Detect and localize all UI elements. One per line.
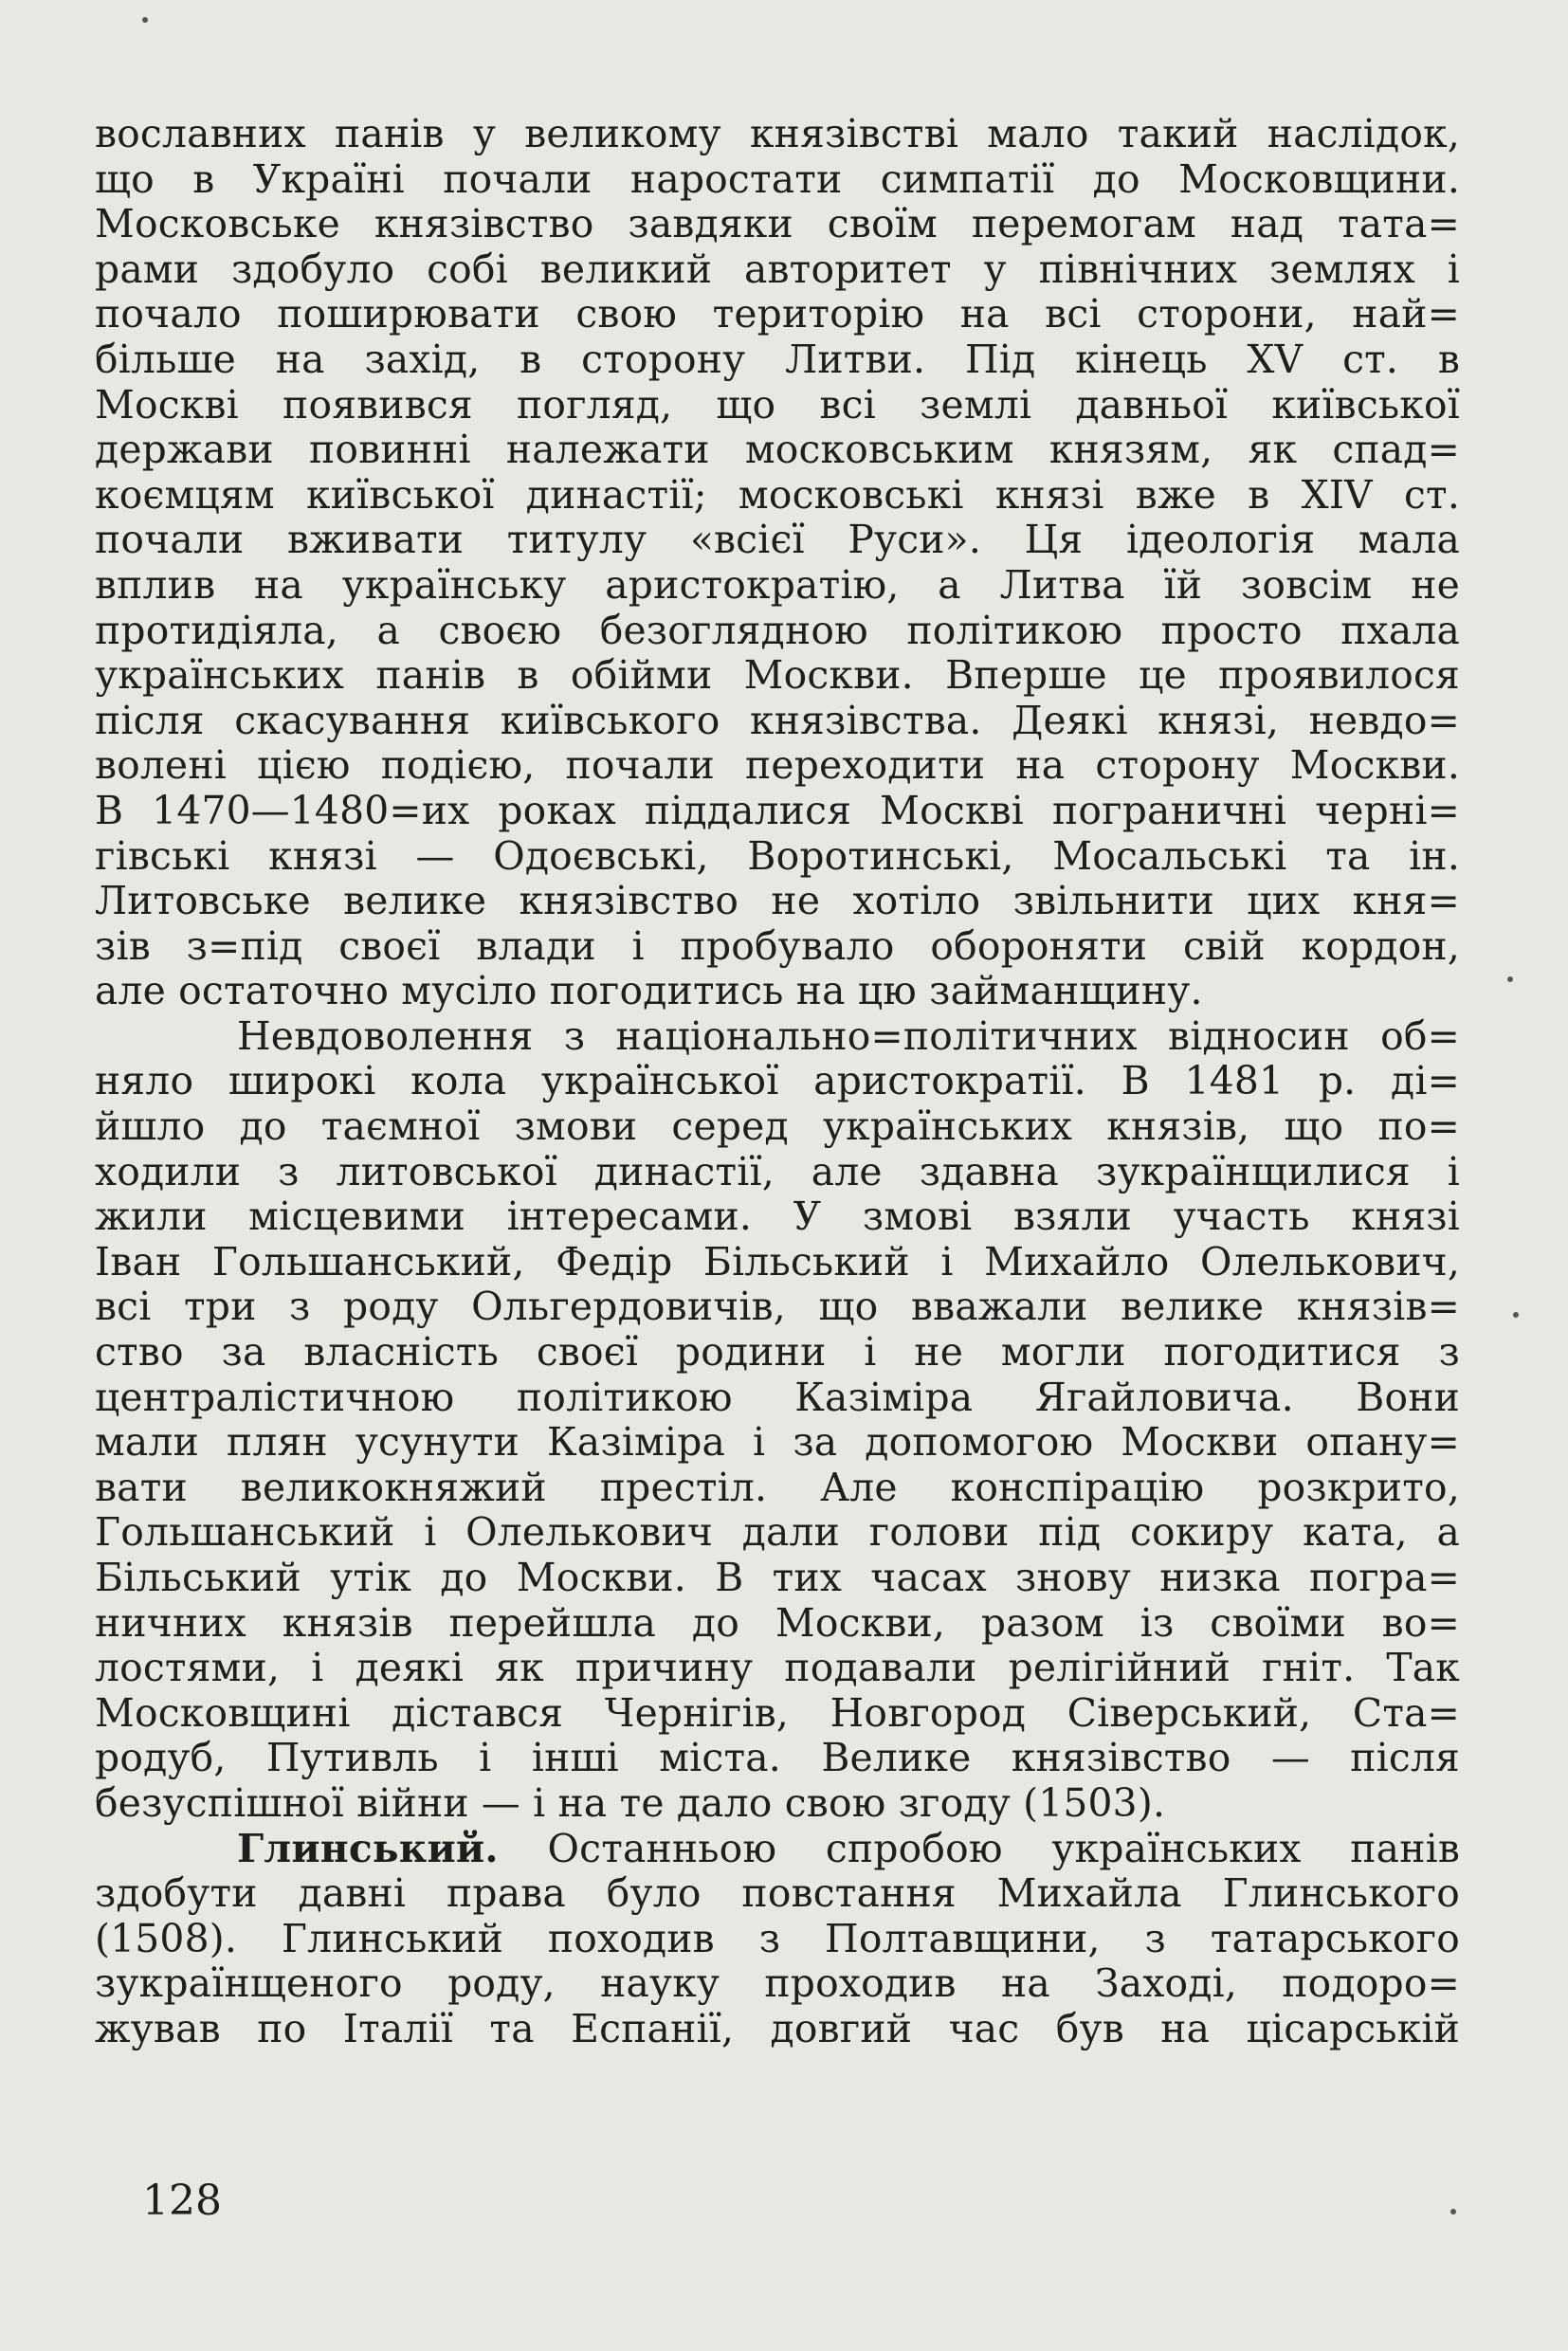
line-text: здобути давні права було повстання Михайла Глинського bbox=[95, 1870, 1460, 1917]
line-text: Московське князівство завдяки своїм перемогам над тата= bbox=[95, 201, 1460, 247]
line-text: більше на захід, в сторону Литви. Під кінець XV ст. в bbox=[95, 336, 1460, 382]
text-line bbox=[95, 1736, 1460, 1781]
line-text: коємцям київської династії; московські князі вже в XIV ст. bbox=[95, 471, 1460, 518]
text-line bbox=[95, 1104, 1460, 1150]
text-line bbox=[95, 609, 1460, 654]
text-line bbox=[95, 202, 1460, 247]
page-body-text bbox=[95, 112, 1460, 2052]
text-line bbox=[95, 1420, 1460, 1466]
line-text: лостями, і деякі як причину подавали релігійний гніт. Так bbox=[95, 1645, 1460, 1691]
line-text: няло широкі кола української аристократії. В 1481 р. ді= bbox=[95, 1058, 1460, 1104]
paragraph bbox=[95, 1014, 1460, 1827]
line-text: В 1470—1480=их роках піддалися Москві пограничні черні= bbox=[95, 787, 1460, 833]
text-line bbox=[95, 563, 1460, 609]
section-heading: Глинський. bbox=[237, 1825, 499, 1871]
line-text: ничних князів перейшла до Москви, разом із своїми во= bbox=[95, 1599, 1460, 1646]
text-line bbox=[95, 1691, 1460, 1737]
line-text: рами здобуло собі великий авторитет у північних землях і bbox=[95, 246, 1460, 292]
line-text: зів з=під своєї влади і пробувало обороняти свій кордон, bbox=[95, 922, 1460, 969]
text-line bbox=[95, 1781, 1460, 1827]
text-line bbox=[95, 699, 1460, 744]
text-line bbox=[95, 1194, 1460, 1240]
text-line bbox=[95, 1510, 1460, 1556]
line-text: жили місцевими інтересами. У змові взяли участь князі bbox=[95, 1194, 1460, 1240]
line-text: держави повинні належати московським князям, як спад= bbox=[95, 427, 1460, 473]
text-line bbox=[95, 653, 1460, 699]
line-text: Гольшанський і Олелькович дали голови під сокиру ката, а bbox=[95, 1509, 1460, 1556]
line-text: зукраїнщеного роду, науку проходив на Заході, подоро= bbox=[95, 1960, 1460, 2007]
line-text: ходили з литовської династії, але здавна зукраїнщилися і bbox=[95, 1148, 1460, 1194]
line-text: Іван Гольшанський, Федір Більський і Михайло Олелькович, bbox=[95, 1238, 1460, 1285]
text-line bbox=[95, 1827, 1460, 1872]
text-line bbox=[95, 2007, 1460, 2052]
text-line bbox=[95, 1961, 1460, 2007]
text-line bbox=[95, 473, 1460, 519]
text-line bbox=[95, 1240, 1460, 1285]
line-text: Більський утік до Москви. В тих часах знову низка погра= bbox=[95, 1555, 1460, 1600]
line-text: Московщині дістався Чернігів, Новгород Сіверський, Ста= bbox=[95, 1689, 1460, 1736]
line-text: жував по Італії та Еспанії, довгий час був на цісарській bbox=[95, 2005, 1460, 2051]
line-text: (1508). Глинський походив з Полтавщини, з татарського bbox=[95, 1915, 1460, 1961]
line-text: почали вживати титулу «всієї Руси». Ця ідеологія мала bbox=[95, 517, 1460, 563]
text-line bbox=[95, 743, 1460, 789]
text-line bbox=[95, 1646, 1460, 1691]
text-line bbox=[95, 969, 1460, 1014]
line-text: вати великокняжий престіл. Але конспірацію розкрито, bbox=[95, 1464, 1460, 1510]
text-line bbox=[95, 1601, 1460, 1647]
text-line bbox=[95, 383, 1460, 428]
line-text: вославних панів у великому князівстві мало такий наслідок, bbox=[95, 111, 1460, 156]
line-text: Литовське велике князівство не хотіло звільнити цих кня= bbox=[95, 878, 1460, 924]
text-line bbox=[95, 1556, 1460, 1601]
line-text: гівські князі — Одоєвські, Воротинські, Мосальські та ін. bbox=[95, 832, 1460, 879]
text-line bbox=[95, 834, 1460, 880]
text-line bbox=[95, 247, 1460, 293]
paper-speck bbox=[1507, 976, 1513, 982]
paragraph bbox=[95, 112, 1460, 1014]
line-text: централістичною політикою Казіміра Ягайловича. Вони bbox=[95, 1374, 1460, 1420]
line-text: але остаточно мусіло погодитись на цю займанщину. bbox=[95, 968, 1203, 1014]
text-line bbox=[95, 112, 1460, 157]
line-text: родуб, Путивль і інші міста. Велике князівство — після bbox=[95, 1735, 1460, 1781]
line-text: Москві появився погляд, що всі землі давньої київської bbox=[95, 381, 1460, 428]
line-text: безуспішної війни — і на те дало свою згоду (1503). bbox=[95, 1779, 1166, 1826]
paragraph bbox=[95, 1827, 1460, 2052]
line-text: почало поширювати свою територію на всі сторони, най= bbox=[95, 291, 1460, 337]
line-text: всі три з роду Ольгердовичів, що вважали велике князів= bbox=[95, 1284, 1460, 1330]
line-text: ство за власність своєї родини і не могли погодитися з bbox=[95, 1329, 1460, 1376]
text-line bbox=[95, 1285, 1460, 1330]
text-line bbox=[95, 1917, 1460, 1962]
text-line bbox=[95, 1150, 1460, 1195]
text-line bbox=[95, 1871, 1460, 1917]
line-text: протидіяла, а своєю безоглядною політикою просто пхала bbox=[95, 607, 1460, 653]
line-text: волені цією подією, почали переходити на сторону Москви. bbox=[95, 742, 1460, 789]
paper-speck bbox=[142, 17, 148, 23]
line-text: після скасування київського князівства. Деякі князі, невдо= bbox=[95, 697, 1460, 743]
text-line bbox=[95, 1466, 1460, 1511]
text-line bbox=[95, 1014, 1460, 1060]
text-line bbox=[95, 518, 1460, 563]
text-line bbox=[95, 428, 1460, 473]
line-text: що в Україні почали наростати симпатії до Московщини. bbox=[95, 155, 1460, 202]
text-line bbox=[95, 1376, 1460, 1421]
text-line bbox=[95, 337, 1460, 383]
paper-speck bbox=[1513, 1312, 1519, 1318]
text-line bbox=[95, 924, 1460, 970]
paper-speck bbox=[1450, 2209, 1456, 2214]
line-text: йшло до таємної змови серед українських князів, що по= bbox=[95, 1103, 1460, 1150]
text-line bbox=[95, 292, 1460, 337]
text-line bbox=[95, 789, 1460, 834]
page-number: 128 bbox=[142, 2177, 222, 2225]
line-text: мали плян усунути Казіміра і за допомогою Москви опану= bbox=[95, 1419, 1460, 1466]
text-line bbox=[95, 1059, 1460, 1104]
text-line bbox=[95, 157, 1460, 203]
line-text: Останньою спробою українських панів bbox=[498, 1825, 1460, 1871]
line-text: вплив на українську аристократію, а Литва їй зовсім не bbox=[95, 561, 1460, 608]
line-text: Невдоволення з національно=політичних відносин об= bbox=[237, 1012, 1460, 1059]
text-line bbox=[95, 1330, 1460, 1376]
text-line bbox=[95, 879, 1460, 924]
line-text: українських панів в обійми Москви. Вперше це проявилося bbox=[95, 652, 1460, 699]
